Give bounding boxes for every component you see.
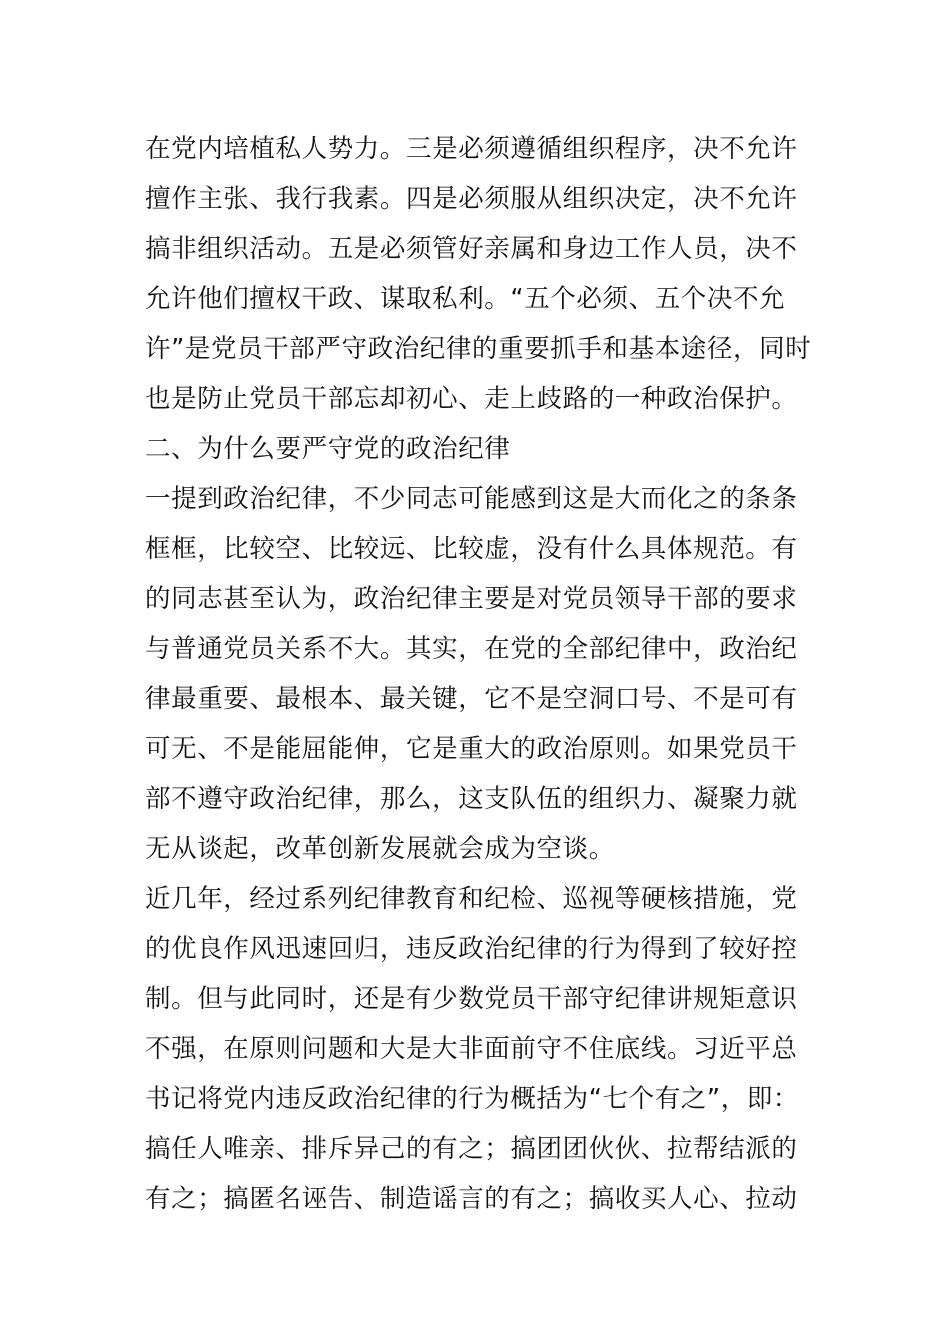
text-line: 在党内培植私人势力。三是必须遵循组织程序，决不允许 bbox=[145, 134, 798, 164]
text-line: 不强，在原则问题和大是大非面前守不住底线。习近平总 bbox=[145, 1034, 798, 1064]
text-line: 许”是党员干部严守政治纪律的重要抓手和基本途径，同时 bbox=[145, 334, 812, 364]
text-line: 擅作主张、我行我素。四是必须服从组织决定，决不允许 bbox=[145, 184, 798, 214]
text-line: 与普通党员关系不大。其实，在党的全部纪律中，政治纪 bbox=[145, 634, 798, 664]
text-line: 一提到政治纪律，不少同志可能感到这是大而化之的条条 bbox=[145, 484, 798, 514]
text-line: 搞任人唯亲、排斥异己的有之；搞团团伙伙、拉帮结派的 bbox=[145, 1134, 798, 1164]
text-line: 制。但与此同时，还是有少数党员干部守纪律讲规矩意识 bbox=[145, 984, 798, 1014]
text-line: 近几年，经过系列纪律教育和纪检、巡视等硬核措施，党 bbox=[145, 884, 798, 914]
text-line: 的同志甚至认为，政治纪律主要是对党员领导干部的要求 bbox=[145, 584, 798, 614]
text-line: 搞非组织活动。五是必须管好亲属和身边工作人员，决不 bbox=[145, 234, 798, 264]
text-line: 有之；搞匿名诬告、制造谣言的有之；搞收买人心、拉动 bbox=[145, 1184, 798, 1214]
text-line: 部不遵守政治纪律，那么，这支队伍的组织力、凝聚力就 bbox=[145, 784, 798, 814]
text-line: 框框，比较空、比较远、比较虚，没有什么具体规范。有 bbox=[145, 534, 798, 564]
text-line: 无从谈起，改革创新发展就会成为空谈。 bbox=[145, 834, 615, 864]
text-line: 书记将党内违反政治纪律的行为概括为“七个有之”，即： bbox=[145, 1084, 800, 1114]
text-line: 也是防止党员干部忘却初心、走上歧路的一种政治保护。 bbox=[145, 384, 798, 414]
text-line: 的优良作风迅速回归，违反政治纪律的行为得到了较好控 bbox=[145, 934, 798, 964]
body-text bbox=[145, 124, 810, 1224]
text-line: 允许他们擅权干政、谋取私利。“五个必须、五个决不允 bbox=[145, 284, 786, 314]
text-line: 律最重要、最根本、最关键，它不是空洞口号、不是可有 bbox=[145, 684, 798, 714]
text-line: 可无、不是能屈能伸，它是重大的政治原则。如果党员干 bbox=[145, 734, 798, 764]
section-heading: 二、为什么要严守党的政治纪律 bbox=[145, 434, 511, 464]
